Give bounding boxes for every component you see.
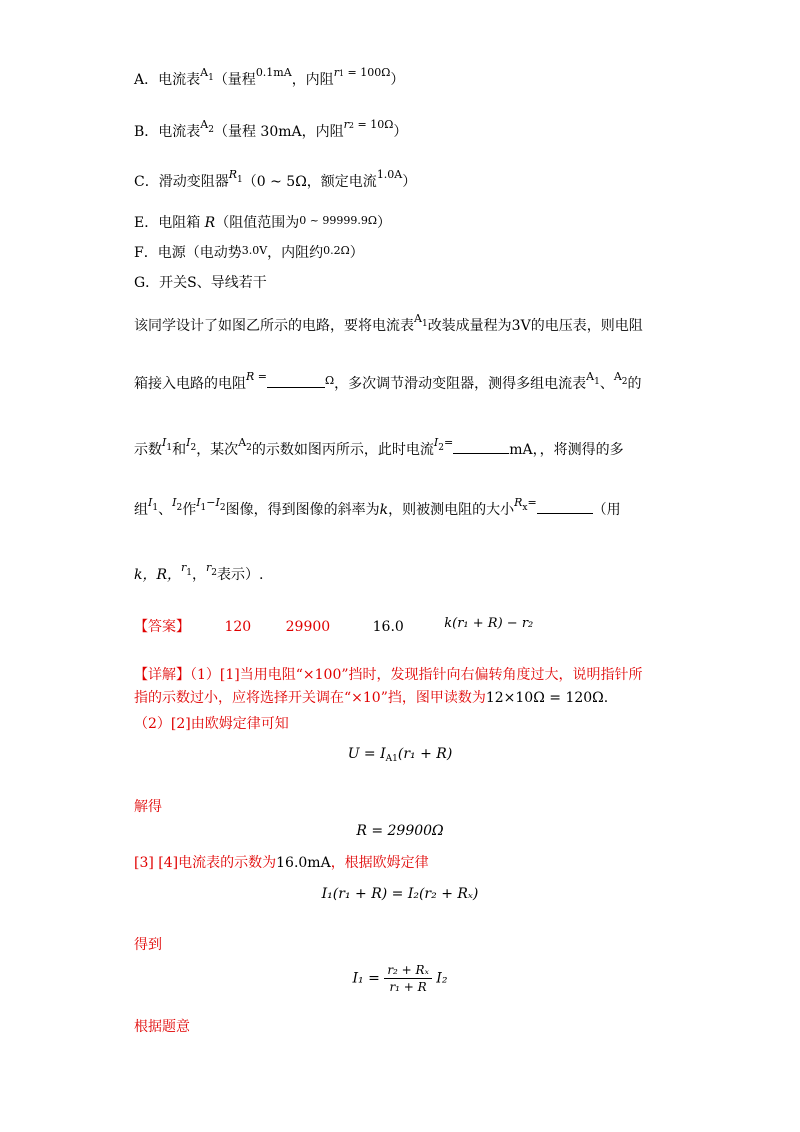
option-b: B．电流表$^{A2}$（量程 30mA，内阻$^{r2 = 10\Omega}$） [134,118,408,140]
detail-dedao: 得到 [134,937,162,953]
detail-line-3: （2）[2]由欧姆定律可知 [134,716,289,732]
blank-r [267,387,325,388]
equation-3: I₁(r₁ + R) = I₂(r₂ + Rₓ) [321,886,479,902]
question-line-2: 箱接入电路的电阻$^{R =}$ $^\Omega$，多次调节滑动变阻器，测得多组电流表$^{A1}$、$^{A2}$的 [134,370,642,392]
equation-4: I₁ = $\frac{\text{r₂ + Rₓ}}{\text{r₁ + R}}$ I₂ [352,963,448,994]
option-c: C．滑动变阻器$^{R1}$（0 ~ 5Ω，额定电流$^{1.0A}$） [134,168,417,190]
question-line-4: 组$^{I1}$、$^{I2}$作$^{I1-I2}$图像，得到图像的斜率为k，则被测电阻的大小$^{Rx=}$ （用 [134,496,621,518]
equation-1: $U = I_{A1}(r_1 + R)$ [347,746,453,764]
question-line-1: 该同学设计了如图乙所示的电路，要将电流表$^{A1}$改装成量程为3V的电压表，则电阻 [134,312,643,334]
option-g: G．开关S、导线若干 [134,275,267,291]
option-e: E．电阻箱 R（阻值范围为$^{0 \sim 99999.9\Omega}$） [134,214,392,231]
detail-jiede: 解得 [134,799,162,815]
detail-last: 根据题意 [134,1019,190,1035]
answer-line: 【答案】 120 29900 16.0 k(r₁ + R) − r₂ [134,616,534,635]
blank-rx [537,513,593,514]
equation-2: R = 29900Ω [356,823,444,839]
question-line-3: 示数$^{I1}$和$^{I2}$，某次$^{A2}$的示数如图丙所示，此时电流$^{I2=}$ mA，，将测得的多 [134,436,624,458]
detail-line-1: 【详解】（1）[1]当用电阻“×100”挡时，发现指针向右偏转角度过大，说明指针所 [134,667,643,683]
option-f: F．电源（电动势$^{3.0V}$，内阻约$^{0.2\Omega}$） [134,244,364,261]
detail-line-2: 指的示数过小，应将选择开关调在“×10”挡，图甲读数为12×10Ω = 120Ω. [134,690,609,706]
option-a: A．电流表$^{A1}$（量程$^{0.1mA}$，内阻$^{r1 = 100\Omega}$） [134,66,405,88]
detail-line-4: [3] [4]电流表的示数为16.0mA，根据欧姆定律 [134,855,429,871]
blank-i2 [453,453,509,454]
question-line-5: k，R，$^{r1}$，$^{r2}$表示）. [134,561,264,583]
fraction: $\frac{\text{r₂ + Rₓ}}{\text{r₁ + R}}$ [384,962,432,995]
